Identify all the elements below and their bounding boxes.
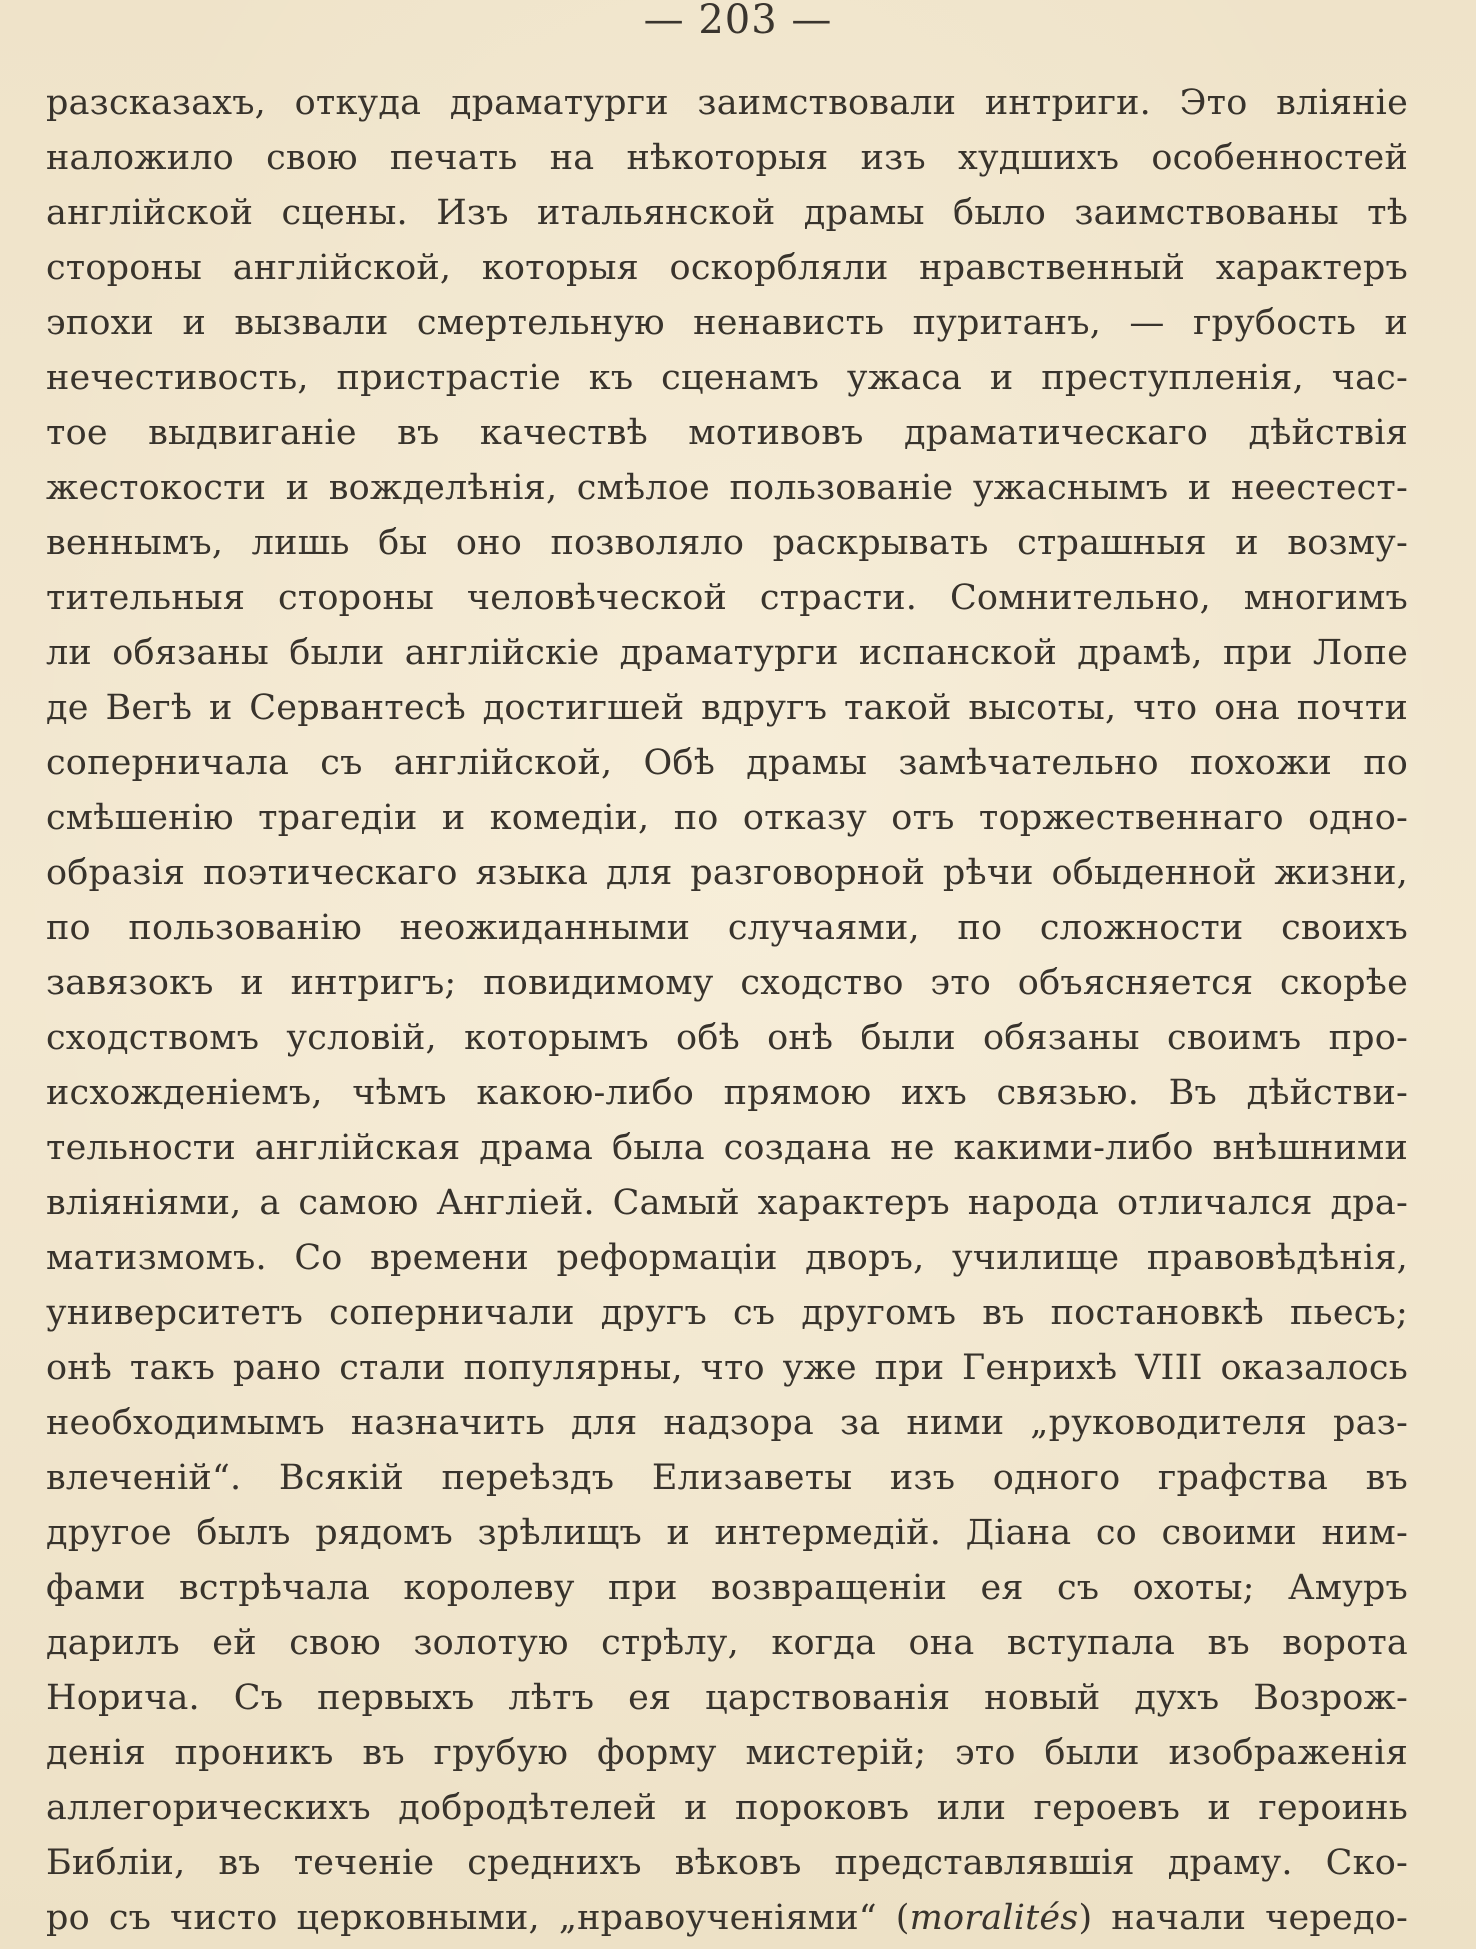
text-line: дарилъ ей свою золотую стрѣлу, когда она вступала въ ворота	[46, 1623, 1408, 1663]
text-line: жестокости и вожделѣнія, смѣлое пользованіе ужаснымъ и неестест-	[46, 468, 1408, 508]
text-line: по пользованію неожиданными случаями, по сложности своихъ	[46, 908, 1408, 948]
text-fragment: ) начали чередо-	[1078, 1898, 1408, 1938]
text-line: влеченій“. Всякій переѣздъ Елизаветы изъ одного графства въ	[46, 1458, 1408, 1498]
text-line: другое былъ рядомъ зрѣлищъ и интермедій. Діана со своими ним-	[46, 1513, 1408, 1553]
text-line: матизмомъ. Со времени реформаціи дворъ, училище правовѣдѣнія,	[46, 1238, 1408, 1278]
text-line: вліяніями, а самою Англіей. Самый характеръ народа отличался дра-	[46, 1183, 1408, 1223]
text-line: исхожденіемъ, чѣмъ какою-либо прямою ихъ связью. Въ дѣйстви-	[46, 1073, 1408, 1113]
text-line: денія проникъ въ грубую форму мистерій; это были изображенія	[46, 1733, 1408, 1773]
text-line: эпохи и вызвали смертельную ненависть пуританъ, — грубость и	[46, 303, 1408, 343]
text-line: тое выдвиганіе въ качествѣ мотивовъ драматическаго дѣйствія	[46, 413, 1408, 453]
body-text	[46, 76, 1408, 1946]
text-line-last	[46, 1891, 1408, 1946]
text-line: смѣшенію трагедіи и комедіи, по отказу отъ торжественнаго одно-	[46, 798, 1408, 838]
text-line: фами встрѣчала королеву при возвращеніи ея съ охоты; Амуръ	[46, 1568, 1408, 1608]
italic-term: moralités	[909, 1898, 1079, 1938]
text-line: стороны англійской, которыя оскорбляли нравственный характеръ	[46, 248, 1408, 288]
text-fragment: ро съ чисто церковными, „нравоученіями“ (	[46, 1898, 910, 1938]
page-number: — 203 —	[643, 0, 833, 43]
text-line: аллегорическихъ добродѣтелей и пороковъ или героевъ и героинь	[46, 1788, 1408, 1828]
text-line: университетъ соперничали другъ съ другомъ въ постановкѣ пьесъ;	[46, 1293, 1408, 1333]
text-line: веннымъ, лишь бы оно позволяло раскрывать страшныя и возму-	[46, 523, 1408, 563]
text-line: де Вегѣ и Сервантесѣ достигшей вдругъ такой высоты, что она почти	[46, 688, 1408, 728]
text-line: наложило свою печать на нѣкоторыя изъ худшихъ особенностей	[46, 138, 1408, 178]
text-line: соперничала съ англійской, Обѣ драмы замѣчательно похожи по	[46, 743, 1408, 783]
text-line: тительныя стороны человѣческой страсти. Сомнительно, многимъ	[46, 578, 1408, 618]
text-line: образія поэтическаго языка для разговорной рѣчи обыденной жизни,	[46, 853, 1408, 893]
text-line: ли обязаны были англійскіе драматурги испанской драмѣ, при Лопе	[46, 633, 1408, 673]
text-line: сходствомъ условій, которымъ обѣ онѣ были обязаны своимъ про-	[46, 1018, 1408, 1058]
text-line: завязокъ и интригъ; повидимому сходство это объясняется скорѣе	[46, 963, 1408, 1003]
text-line: Норича. Съ первыхъ лѣтъ ея царствованія новый духъ Возрож-	[46, 1678, 1408, 1718]
text-line: тельности англійская драма была создана не какими-либо внѣшними	[46, 1128, 1408, 1168]
text-line: англійской сцены. Изъ итальянской драмы было заимствованы тѣ	[46, 193, 1408, 233]
text-line: нечестивость, пристрастіе къ сценамъ ужаса и преступленія, час-	[46, 358, 1408, 398]
text-line: онѣ такъ рано стали популярны, что уже при Генрихѣ VIII оказалось	[46, 1348, 1408, 1388]
text-line: разсказахъ, откуда драматурги заимствовали интриги. Это вліяніе	[46, 83, 1408, 123]
text-line: необходимымъ назначить для надзора за ними „руководителя раз-	[46, 1403, 1408, 1443]
text-line: Библіи, въ теченіе среднихъ вѣковъ представлявшія драму. Ско-	[46, 1843, 1408, 1883]
